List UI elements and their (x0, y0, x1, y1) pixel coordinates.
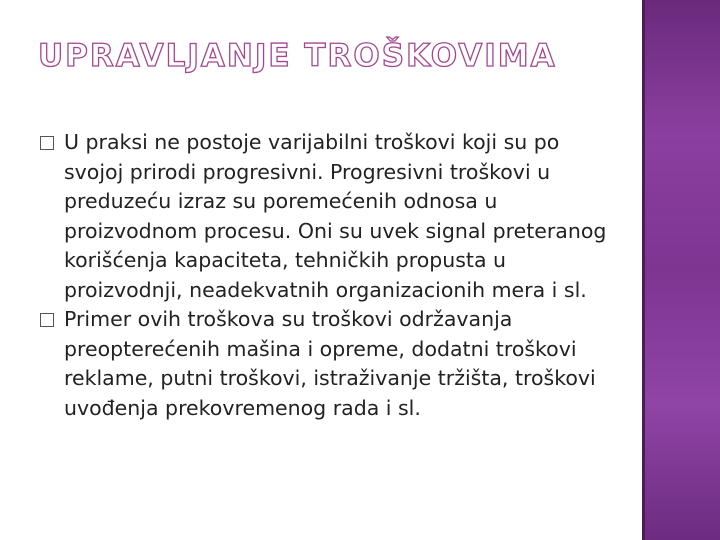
bullet-item (40, 305, 610, 423)
slide-title: UPRAVLJANJE TROŠKOVIMA (38, 38, 557, 74)
bullet-box-icon (40, 313, 54, 327)
bullet-item (40, 128, 610, 305)
bullet-box-icon (40, 136, 54, 150)
slide-body (40, 128, 610, 423)
bullet-text: Primer ovih troškova su troškovi održavanja preopterećenih mašina i opreme, dodatni troškovi reklame, putni troškovi, istraživanje tržišta, troškovi uvođenja prekovremenog rada i sl. (64, 307, 596, 420)
bullet-text: U praksi ne postoje varijabilni troškovi koji su po svojoj prirodi progresivni. Progresivni troškovi u preduzeću izraz su poremećenih odnosa u proizvodnom procesu. Oni su uvek signal preteranog korišćenja kapaciteta, tehničkih propusta u proizvodnji, neadekvatnih organizacionih mera i sl. (64, 130, 607, 302)
accent-side-bar (642, 0, 720, 540)
